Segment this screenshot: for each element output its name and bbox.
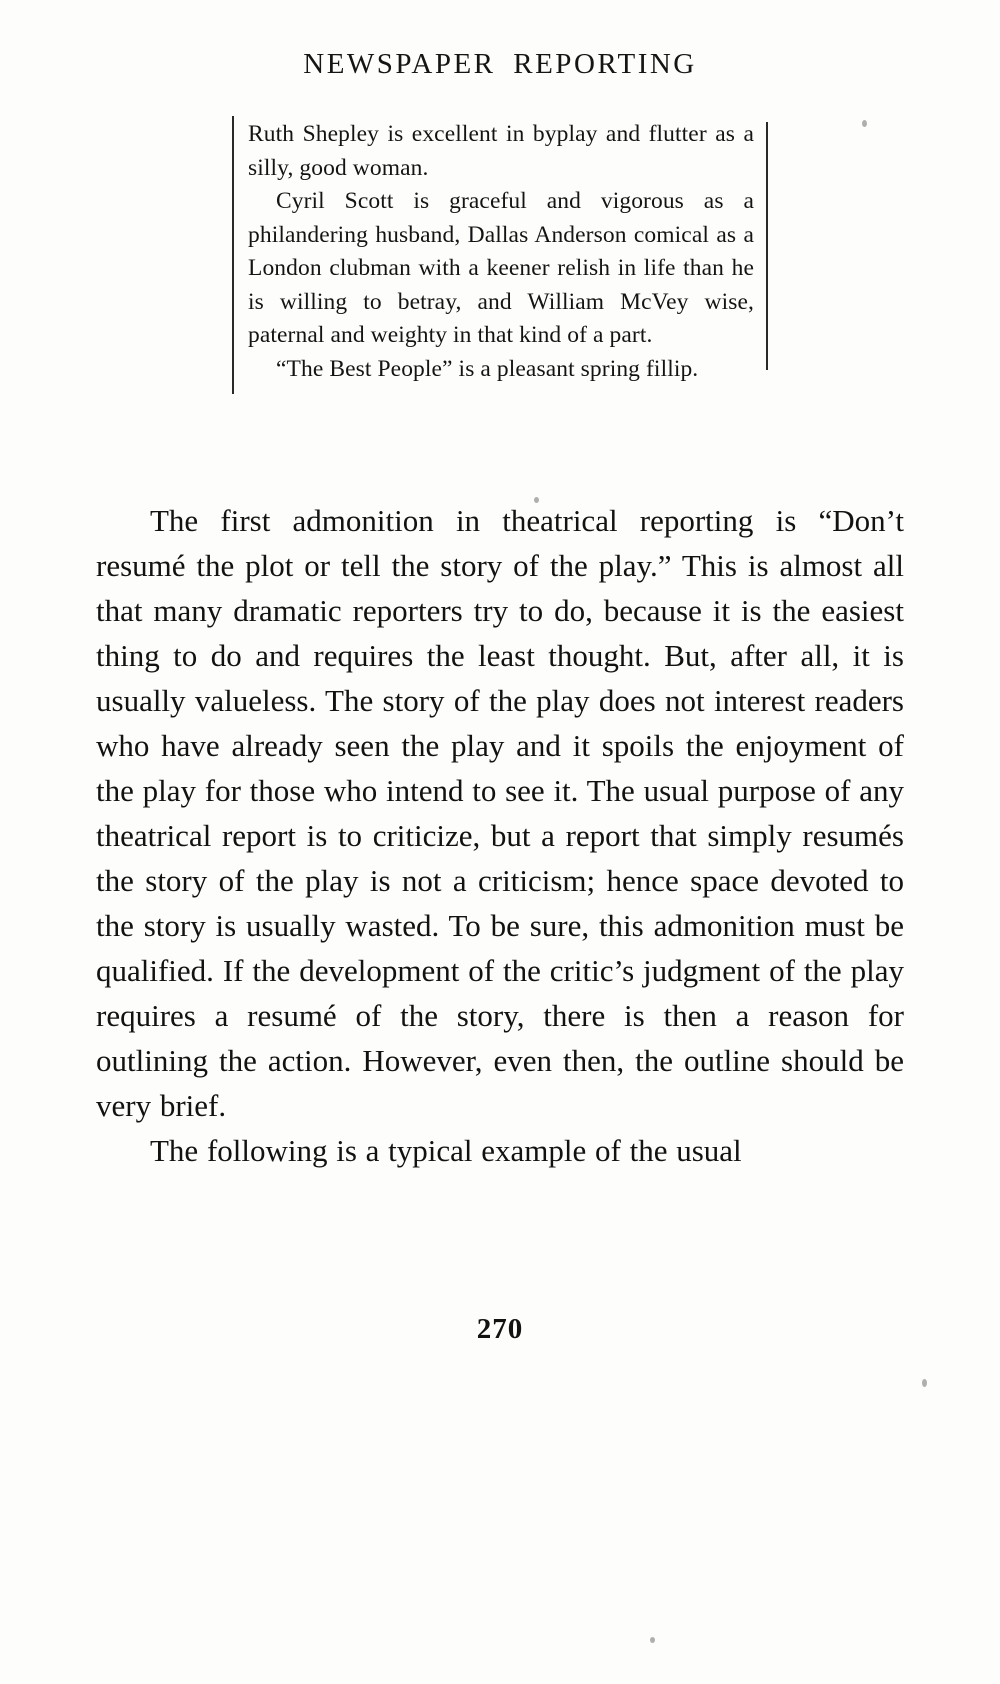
page-running-head: NEWSPAPER REPORTING — [303, 48, 697, 80]
clipping-left-rule — [232, 116, 234, 394]
clipping-paragraph: Cyril Scott is graceful and vigorous as a philandering husband, Dallas Anderson comical as a London clubman with a keener relish in life than he is willing to betray, and William McVey wise, paternal and weighty in that kind of a part. — [248, 188, 754, 348]
paper-speck — [650, 1637, 655, 1643]
body-paragraph: The first admonition in theatrical reporting is “Don’t resumé the plot or tell the story of the play.” This is almost all that many dramatic reporters try to do, because it is the easiest thing to do and requires the least thought. But, after all, it is usually valueless. The story of the play does not interest readers who have already seen the play and it spoils the enjoyment of the play for those who intend to see it. The usual purpose of any theatrical report is to criticize, but a report that simply resumés the story of the play is not a criticism; hence space devoted to the story is usually wasted. To be sure, this admonition must be qualified. If the development of the critic’s judgment of the play requires a resumé of the story, there is then a reason for outlining the action. However, even then, the outline should be very brief. — [96, 503, 904, 1123]
body-text — [96, 498, 904, 1173]
body-paragraph: The following is a typical example of the usual — [150, 1133, 742, 1168]
newspaper-clipping-block — [232, 112, 768, 396]
page-number: 270 — [476, 1313, 524, 1345]
paper-speck — [922, 1379, 927, 1387]
clipping-right-rule — [766, 122, 768, 370]
paper-speck — [534, 497, 539, 503]
paper-speck — [862, 120, 867, 127]
clipping-paragraph: “The Best People” is a pleasant spring fillip. — [276, 355, 699, 382]
clipping-paragraph: Ruth Shepley is excellent in byplay and flutter as a silly, good woman. — [248, 121, 754, 181]
